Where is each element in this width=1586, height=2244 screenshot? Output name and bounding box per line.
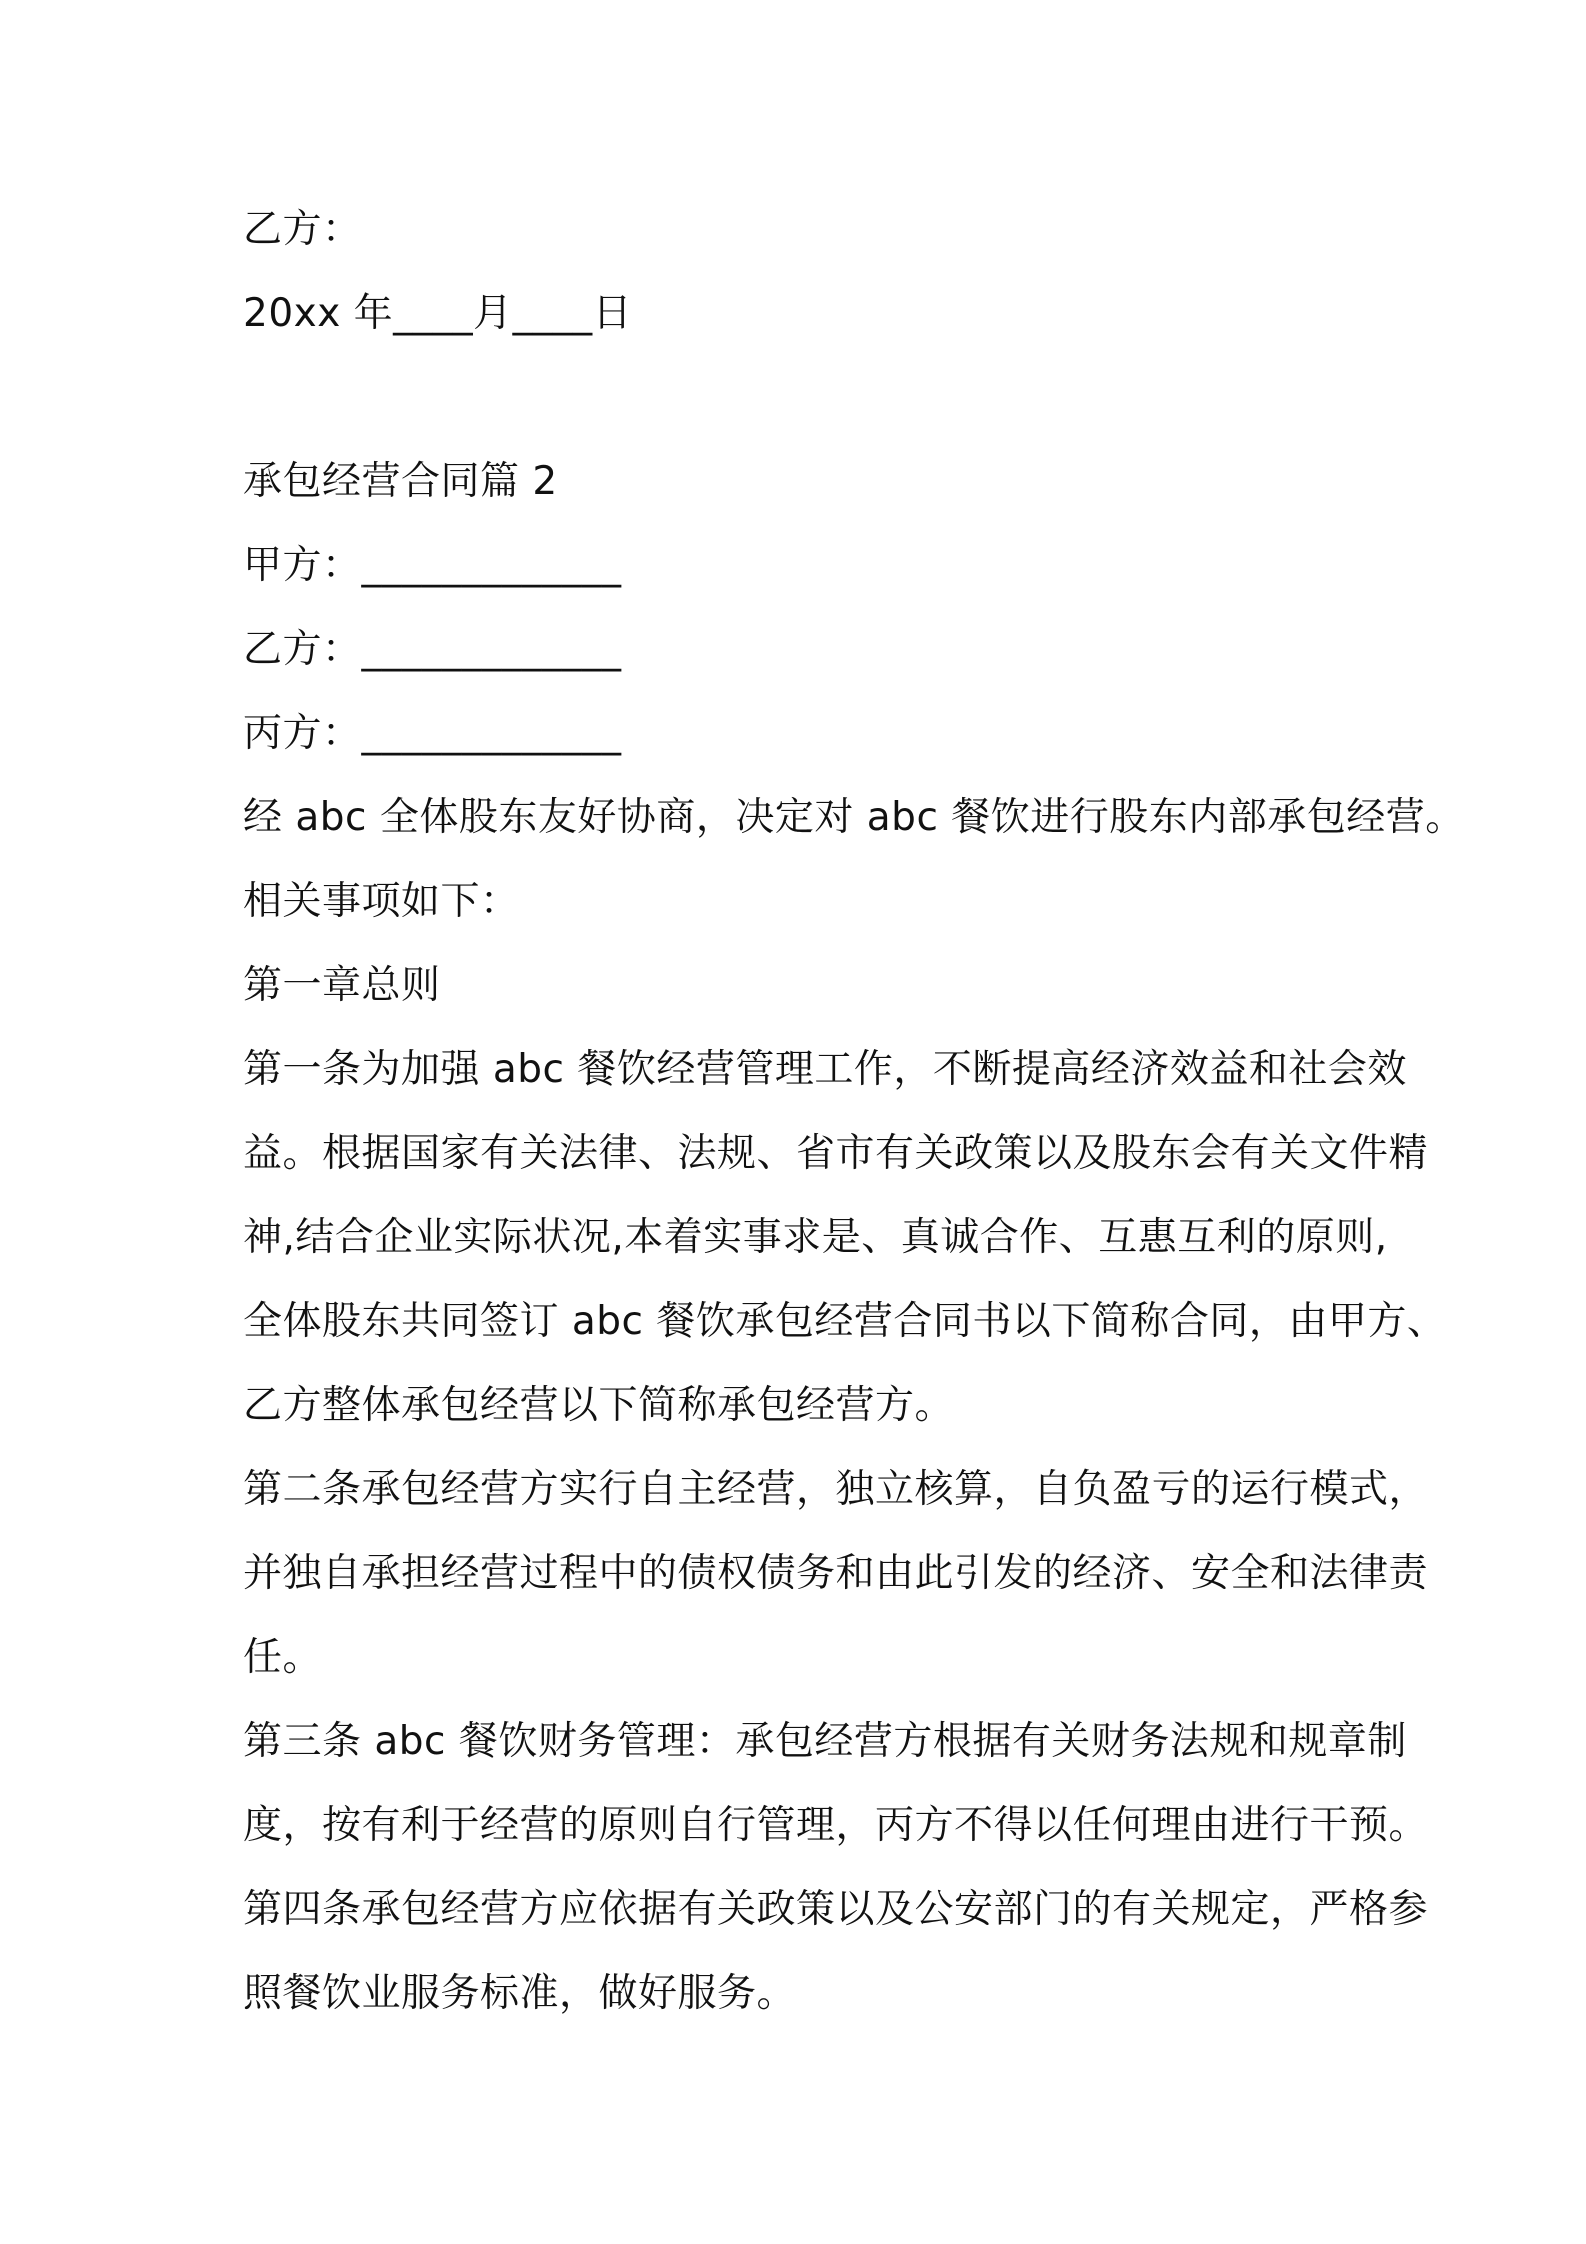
article-2-line: 任。: [243, 1635, 323, 1680]
article-1-line: 第一条为加强 abc 餐饮经营管理工作，不断提高经济效益和社会效: [243, 1047, 1407, 1092]
article-1-line: 益。根据国家有关法律、法规、省市有关政策以及股东会有关文件精: [243, 1131, 1429, 1176]
article-3-line: 第三条 abc 餐饮财务管理：承包经营方根据有关财务法规和规章制: [243, 1719, 1407, 1764]
article-3-line: 度，按有利于经营的原则自行管理，丙方不得以任何理由进行干预。: [243, 1803, 1429, 1848]
article-1-line: 神,结合企业实际状况,本着实事求是、真诚合作、互惠互利的原则,: [243, 1215, 1388, 1260]
chapter-title: 第一章总则: [243, 963, 441, 1008]
article-2-line: 第二条承包经营方实行自主经营，独立核算，自负盈亏的运行模式，: [243, 1467, 1429, 1512]
document-content: [243, 188, 1465, 2036]
party-b-signature-line: 乙方：: [243, 207, 362, 252]
article-3: [243, 1700, 1429, 1868]
article-2-line: 并独自承担经营过程中的债权债务和由此引发的经济、安全和法律责: [243, 1551, 1429, 1596]
article-4-line: 第四条承包经营方应依据有关政策以及公安部门的有关规定，严格参: [243, 1887, 1429, 1932]
article-1: [243, 1028, 1447, 1448]
article-1-line: 全体股东共同签订 abc 餐饮承包经营合同书以下简称合同，由甲方、: [243, 1299, 1447, 1344]
intro-line-2: 相关事项如下：: [243, 879, 520, 924]
party-c-field: 丙方：_____________: [243, 711, 622, 756]
section-title: 承包经营合同篇 2: [243, 459, 558, 504]
section-spacer: [243, 356, 1363, 440]
article-4: [243, 1868, 1429, 2036]
article-1-line: 乙方整体承包经营以下简称承包经营方。: [243, 1383, 955, 1428]
party-b-field: 乙方：_____________: [243, 627, 622, 672]
party-a-field: 甲方：_____________: [243, 543, 622, 588]
article-4-line: 照餐饮业服务标准，做好服务。: [243, 1971, 797, 2016]
article-2: [243, 1448, 1429, 1700]
date-line: 20xx 年____月____日: [243, 291, 633, 336]
intro-line-1: 经 abc 全体股东友好协商，决定对 abc 餐饮进行股东内部承包经营。: [243, 795, 1465, 840]
